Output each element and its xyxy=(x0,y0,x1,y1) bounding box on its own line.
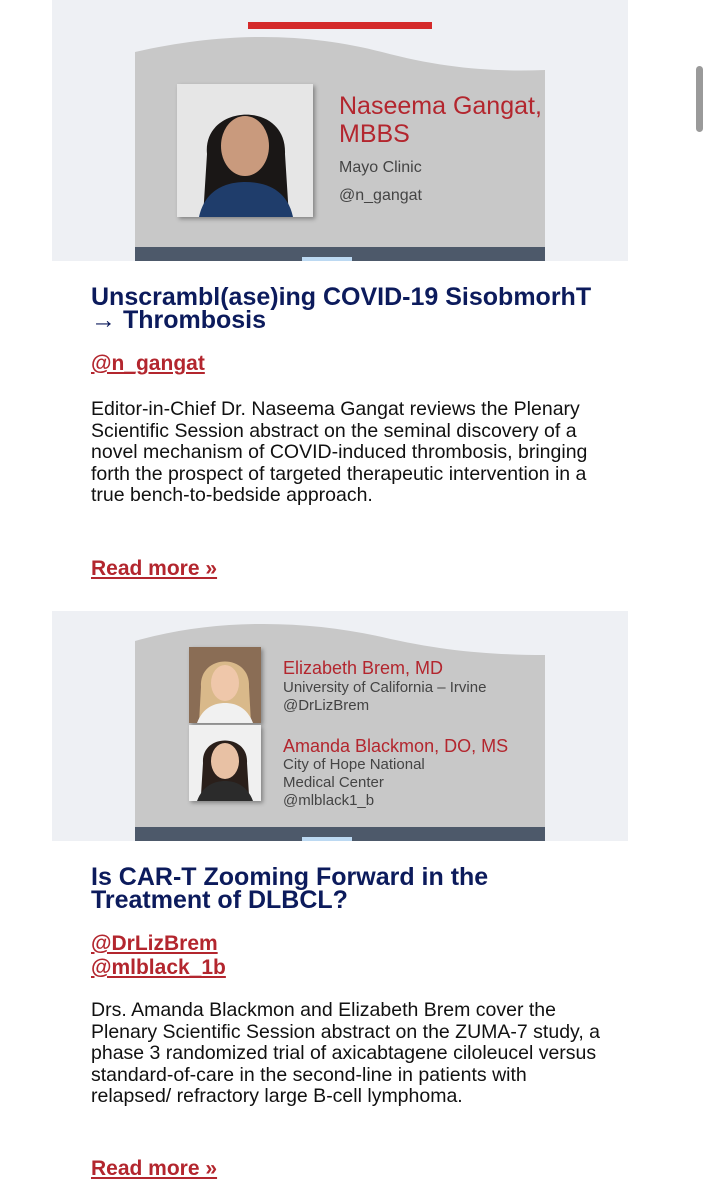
person-silhouette-icon xyxy=(177,84,313,217)
article-1-banner xyxy=(52,0,628,261)
expert-affiliation-2a: City of Hope National xyxy=(283,756,425,773)
expert-affiliation: Mayo Clinic xyxy=(339,159,422,176)
expert-name-line1: Naseema Gangat, xyxy=(339,92,542,120)
expert-handle: @n_gangat xyxy=(339,187,422,204)
article-title[interactable]: Unscrambl(ase)ing COVID-19 SisobmorhT → Thrombosis xyxy=(91,283,592,334)
banner-tick xyxy=(302,257,352,261)
article-summary: Editor-in-Chief Dr. Naseema Gangat reviews the Plenary Scientific Session abstract on the seminal discovery of a novel mechanism of COVID-induced thrombosis, bringing forth the prospect of targeted therapeutic intervention in a true bench-to-bedside approach. xyxy=(91,398,588,507)
banner-tick xyxy=(302,837,352,841)
expert-meta-1 xyxy=(283,679,486,715)
expert-affiliation-1: University of California – Irvine xyxy=(283,679,487,696)
expert-name xyxy=(339,92,542,148)
person-silhouette-icon xyxy=(189,725,261,801)
expert-handle-1: @DrLizBrem xyxy=(283,697,370,714)
article-2-banner xyxy=(52,611,628,841)
expert-name-2: Amanda Blackmon, DO, MS xyxy=(283,736,509,756)
scrollbar-thumb[interactable] xyxy=(696,66,703,132)
article-title[interactable]: Is CAR-T Zooming Forward in the Treatment of DLBCL? xyxy=(91,863,489,914)
person-silhouette-icon xyxy=(189,647,261,723)
expert-affiliation-2b: Medical Center xyxy=(283,774,384,791)
twitter-handle-link[interactable]: @n_gangat xyxy=(91,352,205,375)
expert-photo xyxy=(177,84,313,217)
expert-photo-2 xyxy=(189,725,261,801)
article-summary: Drs. Amanda Blackmon and Elizabeth Brem cover the Plenary Scientific Session abstract on the ZUMA-7 study, a phase 3 randomized trial of axicabtagene ciloleucel versus standard-of-care in the second-line in patients with relapsed/ refractory large B-cell lymphoma. xyxy=(91,999,601,1108)
read-more-link[interactable]: Read more » xyxy=(91,1157,218,1180)
expert-handle-2: @mlblack1_b xyxy=(283,792,375,809)
expert-meta-2 xyxy=(283,756,425,810)
twitter-handle-link[interactable]: @mlblack_1b xyxy=(91,956,226,979)
twitter-handle-link[interactable]: @DrLizBrem xyxy=(91,932,218,955)
read-more-link[interactable]: Read more » xyxy=(91,557,218,580)
expert-name-1: Elizabeth Brem, MD xyxy=(283,658,444,678)
expert-name-line2: MBBS xyxy=(339,120,410,148)
expert-photo-1 xyxy=(189,647,261,723)
expert-meta xyxy=(339,154,422,210)
